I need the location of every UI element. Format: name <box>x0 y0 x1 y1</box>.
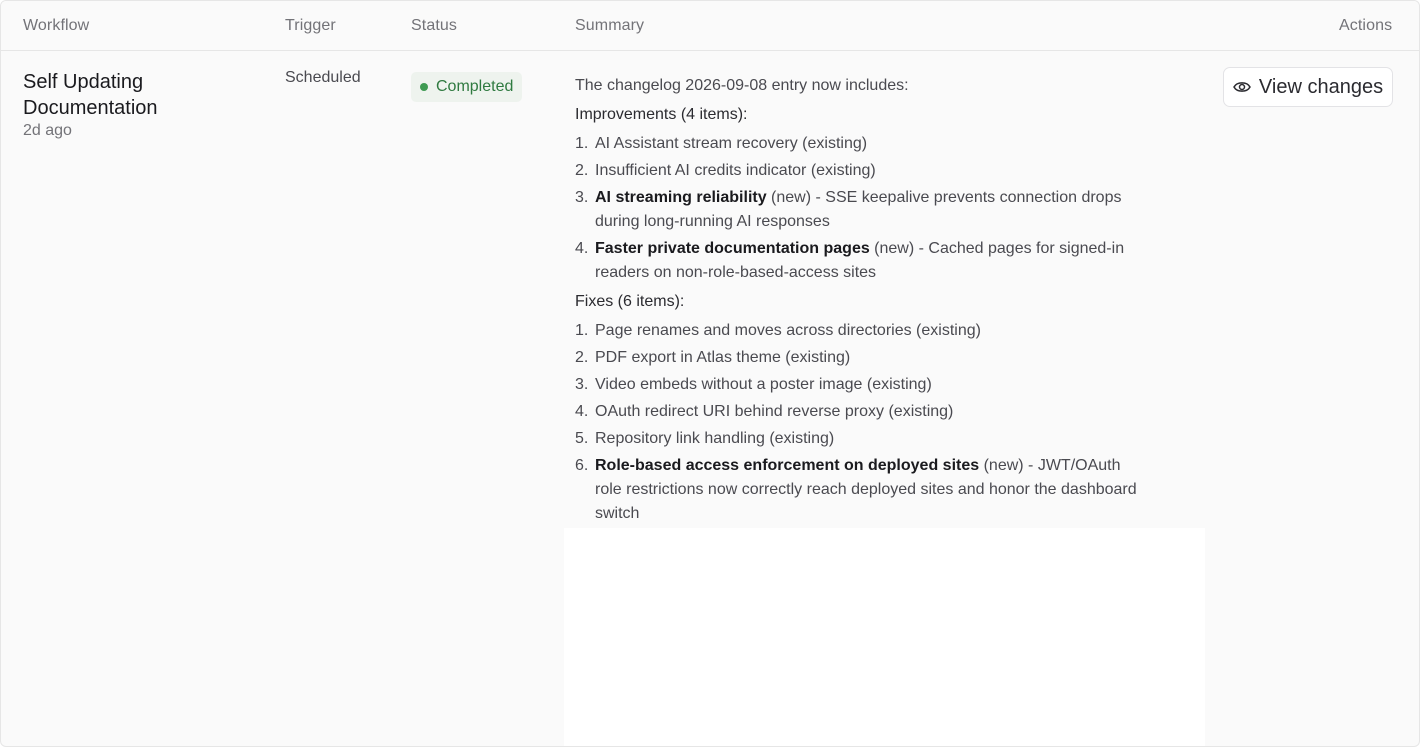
list-item <box>575 237 1145 285</box>
list-item-text: Repository link handling (existing) <box>595 430 835 447</box>
list-item-text: (new) - JWT/OAuth role restrictions now correctly reach deployed sites and honor the dashboard switch <box>595 457 1137 522</box>
summary-empty-panel <box>564 528 1205 747</box>
list-item <box>575 454 1145 526</box>
list-item-number: 2. <box>575 162 589 179</box>
list-item <box>575 159 1145 183</box>
list-item <box>575 132 1145 156</box>
list-item-number: 5. <box>575 430 589 447</box>
list-item-text: (new) - SSE keepalive prevents connection drops during long-running AI responses <box>595 189 1122 230</box>
list-item <box>575 427 1145 451</box>
list-item-number: 1. <box>575 322 589 339</box>
list-item-text: (new) - Cached pages for signed-in readers on non-role-based-access sites <box>595 240 1125 281</box>
list-item-number: 2. <box>575 349 589 366</box>
list-item <box>575 186 1145 234</box>
list-item-text: Insufficient AI credits indicator (existing) <box>595 162 876 179</box>
view-changes-label: View changes <box>1258 75 1384 98</box>
view-changes-button[interactable] <box>1223 67 1393 107</box>
list-item <box>575 319 1145 343</box>
list-item-number: 3. <box>575 189 589 206</box>
list-item-text: Page renames and moves across directories (existing) <box>595 322 981 339</box>
list-item-number: 3. <box>575 376 589 393</box>
status-dot-icon <box>420 83 428 91</box>
list-item <box>575 400 1145 424</box>
list-item-highlight: Role-based access enforcement on deployed sites <box>595 457 980 474</box>
list-item-highlight: Faster private documentation pages <box>595 240 870 257</box>
list-item-number: 6. <box>575 457 589 474</box>
fixes-list <box>575 319 1145 526</box>
trigger-value: Scheduled <box>285 69 361 86</box>
workflow-timestamp: 2d ago <box>23 122 72 139</box>
column-header-trigger: Trigger <box>285 17 336 34</box>
table-header <box>1 1 1420 51</box>
list-item-number: 4. <box>575 240 589 257</box>
improvements-list <box>575 132 1145 285</box>
list-item-text: Video embeds without a poster image (existing) <box>595 376 932 393</box>
table-row <box>1 52 1420 747</box>
workflow-name: Self Updating Documentation <box>23 71 158 119</box>
column-header-actions: Actions <box>1339 17 1393 34</box>
list-item-text: AI Assistant stream recovery (existing) <box>595 135 868 152</box>
status-badge <box>411 72 522 102</box>
fixes-heading: Fixes (6 items): <box>575 293 685 310</box>
column-header-status: Status <box>411 17 457 34</box>
column-header-workflow: Workflow <box>23 17 90 34</box>
improvements-heading: Improvements (4 items): <box>575 106 748 123</box>
status-label: Completed <box>436 78 514 95</box>
list-item-text: PDF export in Atlas theme (existing) <box>595 349 851 366</box>
list-item-number: 1. <box>575 135 589 152</box>
list-item-number: 4. <box>575 403 589 420</box>
column-header-summary: Summary <box>575 17 645 34</box>
list-item <box>575 346 1145 370</box>
list-item <box>575 373 1145 397</box>
summary-content <box>575 74 1145 531</box>
list-item-highlight: AI streaming reliability <box>595 189 767 206</box>
eye-icon <box>1233 80 1251 94</box>
summary-intro: The changelog 2026-09-08 entry now includes: <box>575 77 909 94</box>
list-item-text: OAuth redirect URI behind reverse proxy (existing) <box>595 403 954 420</box>
